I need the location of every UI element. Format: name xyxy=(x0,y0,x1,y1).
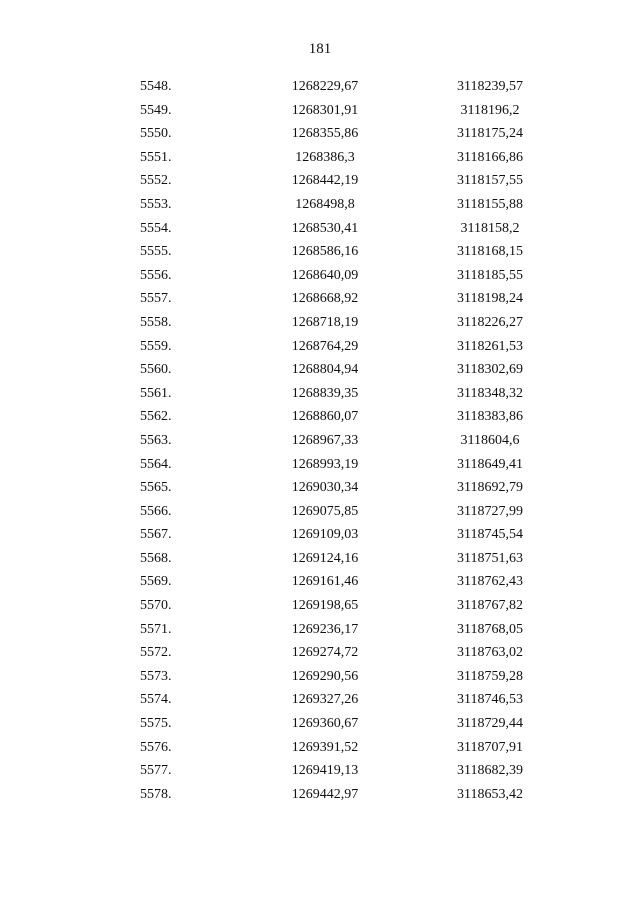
table-row xyxy=(0,382,640,406)
x-coordinate-cell: 1268839,35 xyxy=(291,385,359,401)
y-coordinate-cell: 3118707,91 xyxy=(457,739,523,755)
coordinate-table xyxy=(0,75,640,806)
x-coordinate-cell: 1268967,33 xyxy=(291,432,359,448)
point-number-cell: 5575. xyxy=(140,716,172,732)
x-coordinate-cell: 1268442,19 xyxy=(291,173,359,189)
x-coordinate-cell: 1268993,19 xyxy=(291,456,359,472)
point-number-cell: 5578. xyxy=(140,786,172,802)
y-coordinate-cell: 3118746,53 xyxy=(457,692,523,708)
table-row xyxy=(0,99,640,123)
table-row xyxy=(0,665,640,689)
x-coordinate-cell: 1269274,72 xyxy=(291,645,359,661)
x-coordinate-cell: 1268530,41 xyxy=(291,220,359,236)
y-coordinate-cell: 3118185,55 xyxy=(457,267,523,283)
y-coordinate-cell: 3118198,24 xyxy=(457,291,523,307)
point-number-cell: 5572. xyxy=(140,645,172,661)
y-coordinate-cell: 3118175,24 xyxy=(457,126,523,142)
x-coordinate-cell: 1268640,09 xyxy=(291,267,359,283)
table-row xyxy=(0,641,640,665)
y-coordinate-cell: 3118239,57 xyxy=(457,79,523,94)
table-row xyxy=(0,217,640,241)
table-row xyxy=(0,287,640,311)
point-number-cell: 5557. xyxy=(140,291,172,307)
table-row xyxy=(0,476,640,500)
point-number-cell: 5561. xyxy=(140,385,172,401)
point-number-cell: 5574. xyxy=(140,692,172,708)
y-coordinate-cell: 3118759,28 xyxy=(457,668,523,684)
table-row xyxy=(0,547,640,571)
y-coordinate-cell: 3118653,42 xyxy=(457,786,523,802)
y-coordinate-cell: 3118729,44 xyxy=(457,716,523,732)
table-row xyxy=(0,358,640,382)
point-number-cell: 5554. xyxy=(140,220,172,236)
table-row xyxy=(0,453,640,477)
y-coordinate-cell: 3118196,2 xyxy=(460,102,520,118)
point-number-cell: 5558. xyxy=(140,314,172,330)
x-coordinate-cell: 1269161,46 xyxy=(291,574,359,590)
x-coordinate-cell: 1268229,67 xyxy=(291,79,359,94)
y-coordinate-cell: 3118155,88 xyxy=(457,196,523,212)
x-coordinate-cell: 1269327,26 xyxy=(291,692,359,708)
x-coordinate-cell: 1268764,29 xyxy=(291,338,359,354)
point-number-cell: 5551. xyxy=(140,149,172,165)
point-number-cell: 5573. xyxy=(140,668,172,684)
table-row xyxy=(0,688,640,712)
point-number-cell: 5563. xyxy=(140,432,172,448)
point-number-cell: 5569. xyxy=(140,574,172,590)
x-coordinate-cell: 1268301,91 xyxy=(291,102,359,118)
x-coordinate-cell: 1269290,56 xyxy=(291,668,359,684)
y-coordinate-cell: 3118383,86 xyxy=(457,409,523,425)
point-number-cell: 5567. xyxy=(140,527,172,543)
point-number-cell: 5553. xyxy=(140,196,172,212)
x-coordinate-cell: 1268668,92 xyxy=(291,291,359,307)
table-row xyxy=(0,122,640,146)
point-number-cell: 5549. xyxy=(140,102,172,118)
point-number-cell: 5566. xyxy=(140,503,172,519)
table-row xyxy=(0,523,640,547)
point-number-cell: 5560. xyxy=(140,362,172,378)
y-coordinate-cell: 3118768,05 xyxy=(457,621,523,637)
x-coordinate-cell: 1269075,85 xyxy=(291,503,359,519)
y-coordinate-cell: 3118727,99 xyxy=(457,503,523,519)
point-number-cell: 5568. xyxy=(140,550,172,566)
point-number-cell: 5559. xyxy=(140,338,172,354)
x-coordinate-cell: 1269236,17 xyxy=(291,621,359,637)
y-coordinate-cell: 3118767,82 xyxy=(457,598,523,614)
y-coordinate-cell: 3118762,43 xyxy=(457,574,523,590)
table-row xyxy=(0,712,640,736)
y-coordinate-cell: 3118302,69 xyxy=(457,362,523,378)
point-number-cell: 5570. xyxy=(140,598,172,614)
point-number-cell: 5571. xyxy=(140,621,172,637)
table-row xyxy=(0,759,640,783)
x-coordinate-cell: 1269419,13 xyxy=(291,763,359,779)
table-row xyxy=(0,429,640,453)
x-coordinate-cell: 1268718,19 xyxy=(291,314,359,330)
x-coordinate-cell: 1269030,34 xyxy=(291,480,359,496)
table-row xyxy=(0,594,640,618)
y-coordinate-cell: 3118158,2 xyxy=(460,220,520,236)
table-row xyxy=(0,736,640,760)
y-coordinate-cell: 3118604,6 xyxy=(460,432,520,448)
table-row xyxy=(0,193,640,217)
y-coordinate-cell: 3118751,63 xyxy=(457,550,523,566)
point-number-cell: 5550. xyxy=(140,126,172,142)
point-number-cell: 5555. xyxy=(140,244,172,260)
y-coordinate-cell: 3118763,02 xyxy=(457,645,523,661)
y-coordinate-cell: 3118166,86 xyxy=(457,149,523,165)
y-coordinate-cell: 3118682,39 xyxy=(457,763,523,779)
table-row xyxy=(0,335,640,359)
point-number-cell: 5556. xyxy=(140,267,172,283)
table-row xyxy=(0,264,640,288)
y-coordinate-cell: 3118745,54 xyxy=(457,527,523,543)
y-coordinate-cell: 3118649,41 xyxy=(457,456,523,472)
x-coordinate-cell: 1268804,94 xyxy=(291,362,359,378)
x-coordinate-cell: 1268386,3 xyxy=(295,149,355,165)
table-row xyxy=(0,783,640,807)
point-number-cell: 5577. xyxy=(140,763,172,779)
table-row xyxy=(0,75,640,99)
y-coordinate-cell: 3118157,55 xyxy=(457,173,523,189)
x-coordinate-cell: 1268586,16 xyxy=(291,244,359,260)
table-row xyxy=(0,500,640,524)
y-coordinate-cell: 3118692,79 xyxy=(457,480,523,496)
table-row xyxy=(0,169,640,193)
table-row xyxy=(0,618,640,642)
point-number-cell: 5576. xyxy=(140,739,172,755)
point-number-cell: 5564. xyxy=(140,456,172,472)
point-number-cell: 5562. xyxy=(140,409,172,425)
point-number-cell: 5565. xyxy=(140,480,172,496)
y-coordinate-cell: 3118226,27 xyxy=(457,314,523,330)
point-number-cell: 5548. xyxy=(140,79,172,94)
y-coordinate-cell: 3118348,32 xyxy=(457,385,523,401)
table-row xyxy=(0,311,640,335)
x-coordinate-cell: 1269442,97 xyxy=(291,786,359,802)
table-row xyxy=(0,405,640,429)
y-coordinate-cell: 3118261,53 xyxy=(457,338,523,354)
page-number: 181 xyxy=(308,41,332,57)
x-coordinate-cell: 1269109,03 xyxy=(291,527,359,543)
x-coordinate-cell: 1269360,67 xyxy=(291,716,359,732)
table-row xyxy=(0,146,640,170)
table-row xyxy=(0,240,640,264)
x-coordinate-cell: 1269391,52 xyxy=(291,739,359,755)
x-coordinate-cell: 1268860,07 xyxy=(291,409,359,425)
y-coordinate-cell: 3118168,15 xyxy=(457,244,523,260)
x-coordinate-cell: 1268355,86 xyxy=(291,126,359,142)
table-row xyxy=(0,570,640,594)
x-coordinate-cell: 1269124,16 xyxy=(291,550,359,566)
x-coordinate-cell: 1269198,65 xyxy=(291,598,359,614)
point-number-cell: 5552. xyxy=(140,173,172,189)
x-coordinate-cell: 1268498,8 xyxy=(295,196,355,212)
